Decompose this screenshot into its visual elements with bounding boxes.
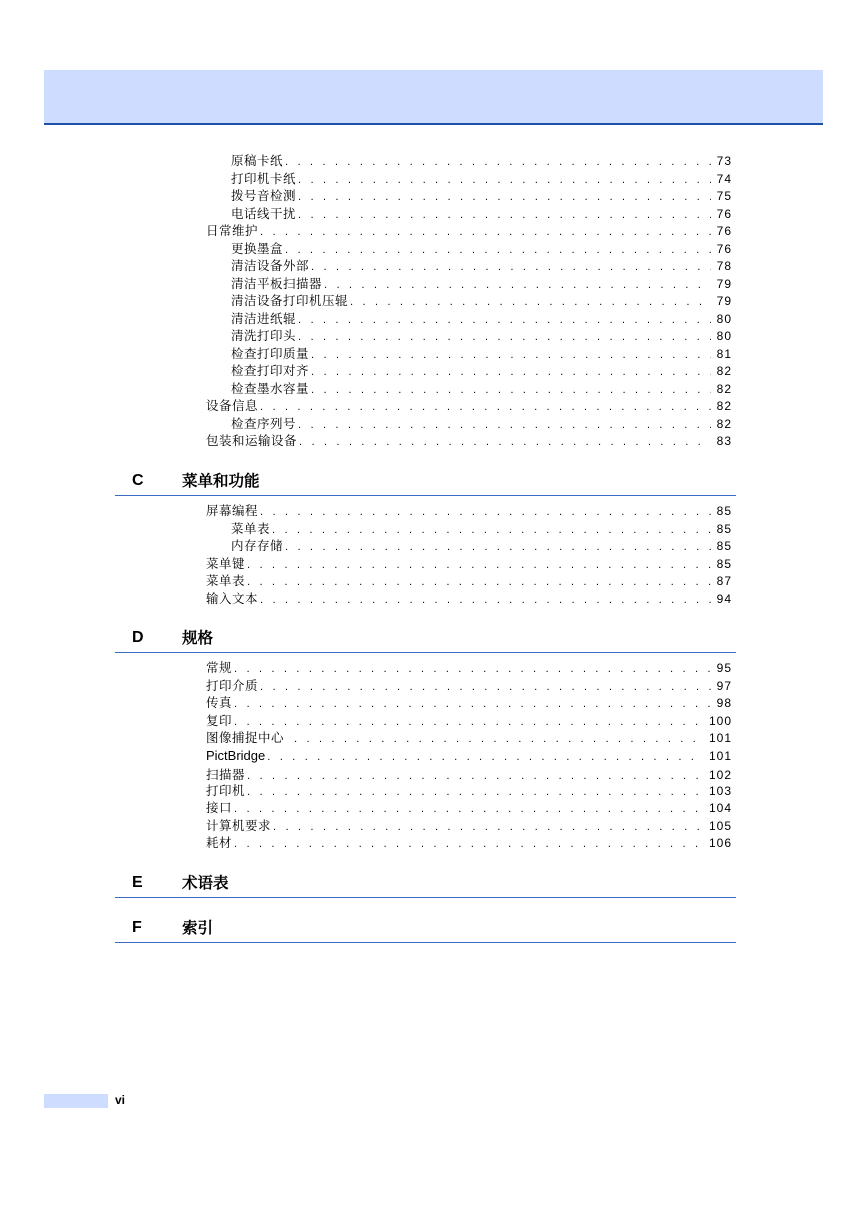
toc-leader-dots bbox=[234, 661, 711, 678]
toc-entry-title: 设备信息 bbox=[206, 398, 259, 413]
toc-entry[interactable] bbox=[231, 380, 732, 397]
toc-entry[interactable] bbox=[206, 659, 732, 676]
toc-entry-page: 87 bbox=[716, 574, 732, 588]
toc-entry-page: 98 bbox=[716, 696, 732, 710]
toc-entry-title: 清洁设备外部 bbox=[231, 258, 310, 273]
toc-entry-page: 80 bbox=[716, 329, 732, 343]
page-number: vi bbox=[115, 1093, 126, 1107]
section-heading-e[interactable] bbox=[115, 872, 736, 898]
toc-entry-page: 97 bbox=[716, 679, 732, 693]
toc-entry-page: 85 bbox=[716, 539, 732, 553]
toc-leader-dots bbox=[234, 801, 703, 818]
toc-entry-title: 清洗打印头 bbox=[231, 328, 297, 343]
toc-entry-title: 日常维护 bbox=[206, 223, 259, 238]
toc-entry[interactable] bbox=[206, 694, 732, 711]
toc-entry-title: 检查墨水容量 bbox=[231, 381, 310, 396]
toc-entry[interactable] bbox=[206, 766, 732, 783]
toc-entry[interactable] bbox=[206, 502, 732, 519]
toc-entry-title: 清洁进纸辊 bbox=[231, 311, 297, 326]
section-letter: C bbox=[132, 472, 144, 489]
toc-leader-dots bbox=[234, 836, 703, 853]
toc-entry-title: 电话线干扰 bbox=[231, 206, 297, 221]
toc-entry-title: 清洁平板扫描器 bbox=[231, 276, 323, 291]
footer-band bbox=[44, 1094, 108, 1108]
section-title: 规格 bbox=[182, 629, 214, 647]
toc-entry[interactable] bbox=[231, 187, 732, 204]
toc-entry-title: 耗材 bbox=[206, 835, 233, 850]
toc-entry-title: 检查打印质量 bbox=[231, 346, 310, 361]
toc-entry-title: 打印机 bbox=[206, 783, 246, 798]
toc-leader-dots bbox=[260, 224, 711, 241]
toc-entry[interactable] bbox=[206, 782, 732, 799]
toc-entry-title: 计算机要求 bbox=[206, 818, 272, 833]
toc-entry[interactable] bbox=[231, 327, 732, 344]
page-header-band bbox=[44, 70, 823, 125]
section-letter: E bbox=[132, 874, 143, 891]
toc-leader-dots bbox=[234, 696, 711, 713]
toc-entry-page: 85 bbox=[716, 557, 732, 571]
toc-entry[interactable] bbox=[231, 310, 732, 327]
toc-entry-page: 83 bbox=[716, 434, 732, 448]
toc-leader-dots bbox=[260, 399, 711, 416]
toc-entry-page: 106 bbox=[708, 836, 732, 850]
toc-entry[interactable] bbox=[206, 747, 732, 764]
toc-entry-title: 检查序列号 bbox=[231, 416, 297, 431]
toc-entry-page: 78 bbox=[716, 259, 732, 273]
toc-entry[interactable] bbox=[231, 345, 732, 362]
toc-entry-title: 包装和运输设备 bbox=[206, 433, 298, 448]
section-title: 术语表 bbox=[182, 874, 229, 892]
section-heading-c[interactable] bbox=[115, 470, 736, 496]
toc-entry[interactable] bbox=[206, 590, 732, 607]
toc-entry-page: 82 bbox=[716, 399, 732, 413]
toc-entry-title: 屏幕编程 bbox=[206, 503, 259, 518]
toc-entry[interactable] bbox=[206, 712, 732, 729]
toc-entry-page: 82 bbox=[716, 364, 732, 378]
toc-leader-dots bbox=[350, 294, 711, 311]
toc-entry[interactable] bbox=[231, 170, 732, 187]
toc-entry-title: 菜单表 bbox=[231, 521, 271, 536]
toc-entry-page: 75 bbox=[716, 189, 732, 203]
toc-entry-page: 79 bbox=[716, 294, 732, 308]
toc-leader-dots bbox=[294, 731, 703, 748]
toc-leader-dots bbox=[285, 154, 711, 171]
toc-entry[interactable] bbox=[206, 572, 732, 589]
toc-entry-page: 101 bbox=[708, 731, 732, 745]
section-letter: D bbox=[132, 629, 144, 646]
toc-entry-page: 104 bbox=[708, 801, 732, 815]
toc-entry-title: 原稿卡纸 bbox=[231, 153, 284, 168]
toc-entry[interactable] bbox=[206, 834, 732, 851]
toc-entry-title: 接口 bbox=[206, 800, 233, 815]
toc-entry-title: 清洁设备打印机压辊 bbox=[231, 293, 349, 308]
section-title: 索引 bbox=[182, 919, 214, 937]
toc-entry-title: 输入文本 bbox=[206, 591, 259, 606]
toc-entry-title: 打印介质 bbox=[206, 678, 259, 693]
section-letter: F bbox=[132, 919, 142, 936]
toc-entry-page: 82 bbox=[716, 382, 732, 396]
toc-entry[interactable] bbox=[206, 817, 732, 834]
toc-leader-dots bbox=[299, 434, 711, 451]
toc-entry-page: 81 bbox=[716, 347, 732, 361]
toc-entry-page: 76 bbox=[716, 207, 732, 221]
toc-entry[interactable] bbox=[231, 205, 732, 222]
toc-entry-page: 85 bbox=[716, 522, 732, 536]
toc-entry[interactable] bbox=[231, 152, 732, 169]
toc-leader-dots bbox=[298, 189, 711, 206]
toc-leader-dots bbox=[298, 329, 711, 346]
toc-entry-page: 76 bbox=[716, 224, 732, 238]
toc-leader-dots bbox=[285, 539, 711, 556]
toc-entry[interactable] bbox=[206, 677, 732, 694]
toc-entry[interactable] bbox=[231, 537, 732, 554]
toc-leader-dots bbox=[247, 574, 711, 591]
toc-entry[interactable] bbox=[206, 432, 732, 449]
toc-entry-title: 图像捕捉中心 bbox=[206, 730, 285, 745]
toc-entry[interactable] bbox=[231, 257, 732, 274]
toc-entry[interactable] bbox=[231, 520, 732, 537]
toc-entry-title: 扫描器 bbox=[206, 767, 246, 782]
toc-entry-page: 105 bbox=[708, 819, 732, 833]
toc-entry-page: 94 bbox=[716, 592, 732, 606]
toc-entry[interactable] bbox=[231, 292, 732, 309]
toc-entry-page: 85 bbox=[716, 504, 732, 518]
section-heading-f[interactable] bbox=[115, 917, 736, 943]
toc-entry-page: 82 bbox=[716, 417, 732, 431]
toc-entry-title: 常规 bbox=[206, 660, 233, 675]
toc-entry-page: 102 bbox=[708, 768, 732, 782]
toc-entry[interactable] bbox=[231, 240, 732, 257]
toc-leader-dots bbox=[311, 259, 711, 276]
toc-entry-page: 80 bbox=[716, 312, 732, 326]
toc-leader-dots bbox=[311, 364, 711, 381]
toc-entry[interactable] bbox=[206, 799, 732, 816]
toc-entry-page: 101 bbox=[708, 749, 732, 763]
toc-entry[interactable] bbox=[206, 729, 732, 746]
toc-entry[interactable] bbox=[231, 362, 732, 379]
toc-leader-dots bbox=[267, 749, 703, 766]
toc-entry-title: PictBridge bbox=[206, 748, 266, 763]
toc-entry-page: 100 bbox=[708, 714, 732, 728]
toc-entry[interactable] bbox=[206, 397, 732, 414]
toc-entry-title: 内存存储 bbox=[231, 538, 284, 553]
toc-entry-title: 传真 bbox=[206, 695, 233, 710]
toc-entry[interactable] bbox=[231, 415, 732, 432]
toc-entry-page: 73 bbox=[716, 154, 732, 168]
toc-entry-title: 复印 bbox=[206, 713, 233, 728]
section-title: 菜单和功能 bbox=[182, 472, 260, 490]
toc-leader-dots bbox=[260, 592, 711, 609]
toc-entry[interactable] bbox=[231, 275, 732, 292]
toc-entry[interactable] bbox=[206, 222, 732, 239]
toc-entry-title: 更换墨盒 bbox=[231, 241, 284, 256]
toc-entry-page: 74 bbox=[716, 172, 732, 186]
toc-entry-page: 79 bbox=[716, 277, 732, 291]
toc-entry-title: 菜单键 bbox=[206, 556, 246, 571]
toc-entry-title: 菜单表 bbox=[206, 573, 246, 588]
toc-entry-page: 95 bbox=[716, 661, 732, 675]
toc-entry-page: 103 bbox=[708, 784, 732, 798]
section-heading-d[interactable] bbox=[115, 627, 736, 653]
toc-entry[interactable] bbox=[206, 555, 732, 572]
toc-entry-title: 检查打印对齐 bbox=[231, 363, 310, 378]
toc-entry-title: 拨号音检测 bbox=[231, 188, 297, 203]
toc-leader-dots bbox=[260, 504, 711, 521]
toc-entry-title: 打印机卡纸 bbox=[231, 171, 297, 186]
toc-entry-page: 76 bbox=[716, 242, 732, 256]
